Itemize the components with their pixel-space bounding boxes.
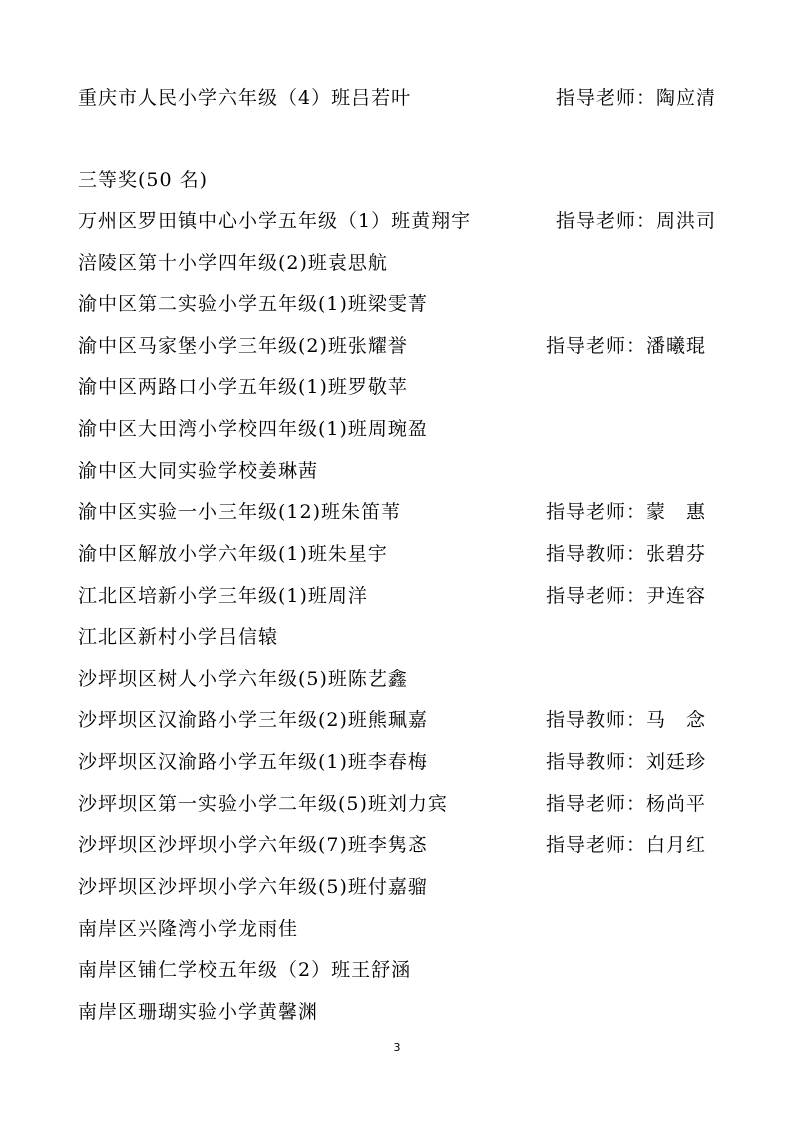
teacher-name: 指导老师：潘曦琨 (546, 335, 707, 357)
teacher-name: 指导教师：张碧芬 (546, 543, 707, 565)
student-name: 江北区培新小学三年级(1)班周洋 (78, 585, 368, 607)
list-item (78, 292, 428, 316)
list-item (78, 792, 707, 816)
list-item (78, 542, 707, 566)
student-name: 渝中区马家堡小学三年级(2)班张耀誉 (78, 335, 408, 357)
list-item (78, 459, 318, 483)
list-item (78, 584, 707, 608)
student-name: 沙坪坝区沙坪坝小学六年级(7)班李隽忞 (78, 834, 428, 856)
student-name: 沙坪坝区汉渝路小学三年级(2)班熊珮嘉 (78, 709, 428, 731)
list-item (78, 833, 707, 857)
student-name: 渝中区两路口小学五年级(1)班罗敬苹 (78, 376, 408, 398)
teacher-name: 指导老师：尹连容 (546, 585, 707, 607)
list-item (78, 917, 298, 941)
student-name: 万州区罗田镇中心小学五年级（1）班黄翔宇 (78, 210, 472, 232)
teacher-name: 指导老师：蒙 惠 (546, 501, 707, 523)
teacher-name: 指导教师：刘廷珍 (546, 751, 707, 773)
list-item (78, 209, 717, 233)
list-item (78, 417, 428, 441)
list-item (78, 334, 707, 358)
list-item (78, 1000, 318, 1024)
student-name: 沙坪坝区第一实验小学二年级(5)班刘力宾 (78, 793, 448, 815)
list-item (78, 875, 428, 899)
student-name: 渝中区解放小学六年级(1)班朱星宇 (78, 543, 388, 565)
list-item (78, 708, 707, 732)
teacher-name: 指导老师：白月红 (546, 834, 707, 856)
student-name: 渝中区大田湾小学校四年级(1)班周琬盈 (78, 418, 428, 440)
student-name: 重庆市人民小学六年级（4）班吕若叶 (78, 87, 412, 109)
student-name: 涪陵区第十小学四年级(2)班袁思航 (78, 252, 388, 274)
student-name: 沙坪坝区汉渝路小学五年级(1)班李春梅 (78, 751, 428, 773)
student-name: 渝中区实验一小三年级(12)班朱笛苇 (78, 501, 402, 523)
student-name: 南岸区珊瑚实验小学黄馨渊 (78, 1001, 319, 1023)
list-item (78, 750, 707, 774)
top-entry (78, 86, 717, 110)
page-number: 3 (393, 1041, 401, 1054)
section-title: 三等奖(50 名) (78, 169, 209, 191)
list-item (78, 375, 408, 399)
list-item (78, 667, 408, 691)
student-name: 渝中区第二实验小学五年级(1)班梁雯菁 (78, 293, 428, 315)
student-name: 沙坪坝区树人小学六年级(5)班陈艺鑫 (78, 668, 408, 690)
teacher-name: 指导老师：周洪司 (556, 210, 717, 232)
teacher-name: 指导老师：杨尚平 (546, 793, 707, 815)
student-name: 江北区新村小学吕信辕 (78, 626, 279, 648)
list-item (78, 500, 707, 524)
teacher-name: 指导老师：陶应清 (556, 87, 717, 109)
list-item (78, 958, 411, 982)
list-item (78, 625, 278, 649)
student-name: 渝中区大同实验学校姜琳茜 (78, 460, 319, 482)
teacher-name: 指导教师：马 念 (546, 709, 707, 731)
student-name: 沙坪坝区沙坪坝小学六年级(5)班付嘉骝 (78, 876, 428, 898)
list-item (78, 251, 388, 275)
student-name: 南岸区兴隆湾小学龙雨佳 (78, 918, 299, 940)
student-name: 南岸区铺仁学校五年级（2）班王舒涵 (78, 959, 412, 981)
